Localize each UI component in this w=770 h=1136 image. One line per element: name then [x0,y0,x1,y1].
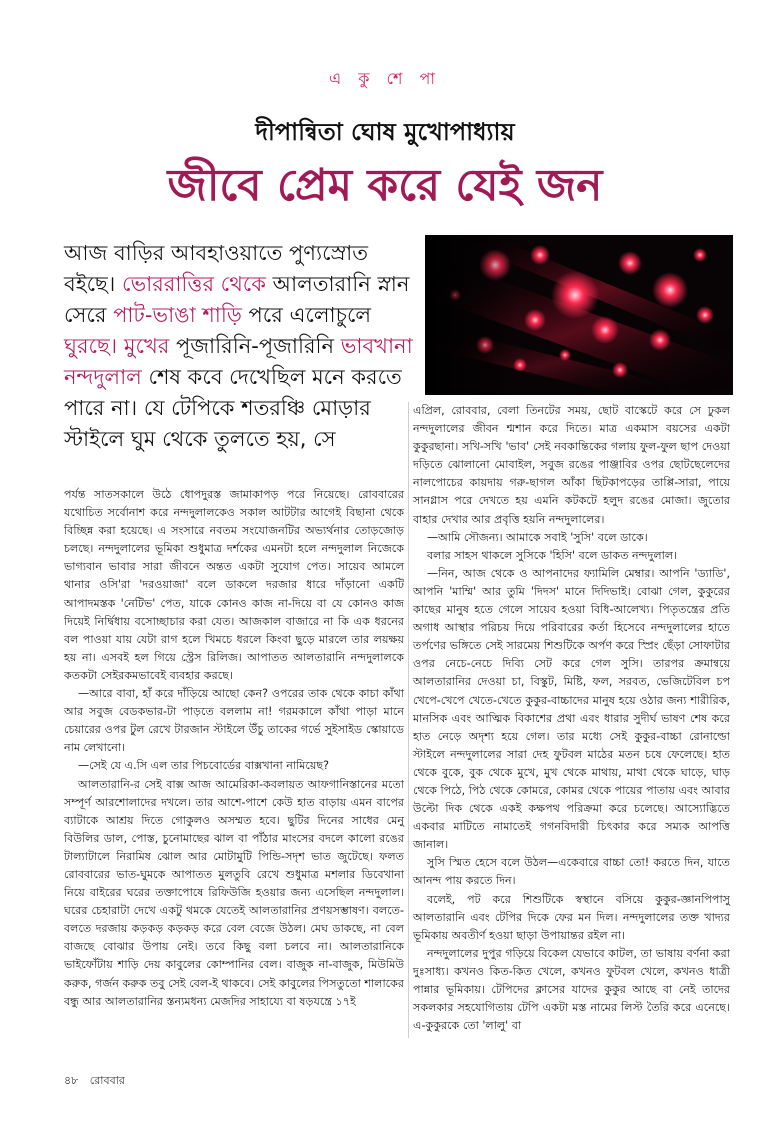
red-lights-image [425,235,733,395]
lead-paragraph [64,238,416,455]
column-divider [408,402,409,1038]
body-paragraph: —সেই যে এ.সি এল তার পিচবোর্ডের বাক্সখানা নামিয়েছ? [78,759,330,773]
page-title: জীবে প্রেম করে যেই জন [167,160,603,211]
lead-text: পূজারিনি-পূজারিনি [169,334,341,358]
body-paragraph: সুসি স্মিত হেসে বলে উঠল—একেবারে বাচ্চা তো! করতে দিন, যাতে আনন্দ পায় করতে দিন। [413,856,730,888]
lead-highlight: ঘুরছে। মুখের [64,334,170,358]
footer-section: রোববার [89,1074,125,1087]
article-illustration [425,235,733,395]
lead-highlight: ভাবখানা নন্দদুলাল [64,334,413,389]
lead-text: পরে এলোচুলে [241,303,372,327]
body-paragraph: —আমি সৌজন্য। আমাকে সবাই 'সুসি' বলে ডাকে। [427,530,648,544]
body-column-left [64,486,404,1011]
body-paragraph: বলেই, পট করে শিশুটিকে স্বস্থানে বসিয়ে কুকুর-জ্ঞানপিপাসু আলতারানি এবং টেপির দিকে ফের মন দিল। নন্দদুলালের তক্ত খাদ্যর ভূমিকায় অবতীর্ণ হওয়া ছাড়া উপায়ান্তর রইল না। [413,892,730,942]
lead-text: আজ বাড়ির আবহাওয়াতে পুণ্যস্রোত বইছে। [64,241,368,296]
page-footer [64,1072,133,1091]
body-paragraph: পর্যন্ত সাতসকালে উঠে ধোপদুরস্ত জামাকাপড় পরে নিয়েছে। রোববারের যথোচিত সর্বোনাশ করে নন্দদুলালকেও সকাল আটটার আগেই বিছানা থেকে বিচ্ছিন্ন করা হয়েছে। এ সংসারে নবতম সংযোজনটির অভ্যর্থনার তোড়জোড় চলছে। নন্দদুলালের ভূমিকা শুধুমাত্র দর্শকের এমনটা হলে নন্দদুলাল নিজেকে ভাগ্যবান ভাবার সারা জীবনে অন্তত একটা সুযোগ পেত। সায়েব আমলে থানার ওসি'রা 'দরওয়াজা' বলে ডাকলে দরজার ধারে দাঁড়ানো একটি আপাদমস্তক 'নেটিভ' পেত, যাকে কোনও কাজ না-দিয়ে বা যে কোনও কাজ দিয়েই নির্দ্বিধায় বসোচ্ছাচার করা যেত। আজকাল বাজারে না কি এক ধরনের বল পাওয়া যায় যেটা রাগ হলে খিমচে ধরলে কিংবা ছুড়ে মারলে তার লয়ক্ষয় হয় না। এসবই হল গিয়ে স্ট্রেস রিলিজ। আপাতত আলতারানি নন্দদুলালকে কতকটা সেইরকমভাবেই ব্যবহার করছে। [64,488,404,682]
lead-highlight: ভোররাত্তির থেকে [121,272,266,296]
author-byline: দীপান্বিতা ঘোষ মুখোপাধ্যায় [255,118,515,146]
body-paragraph: নন্দদুলালের দুপুর গড়িয়ে বিকেল যেভাবে কাটল, তা ভাষায় বর্ণনা করা দুঃসাধ্য। কখনও কিত-কিত খেলে, কখনও ফুটবল খেলে, কখনও ধাত্রী পান্নার ভূমিকায়। টেপিদের ক্লাসের যাদের কুকুর আছে বা নেই তাদের সকলকার সহযোগিতায় টেপি একটা মস্ত নামের লিস্ট তৈরি করে এনেছে। এ-কুকুরকে তো 'লালু' বা [413,946,730,1033]
section-label: এ কু শে পা [328,69,442,88]
body-paragraph: বলার সাহস থাকলে সুসিকে 'হিসি' বলে ডাকত নন্দদুলাল। [427,548,678,562]
body-paragraph: আলতারানি-র সেই বাক্স আজ আমেরিকা-কবলায়ত আফগানিস্তানের মতো সম্পূর্ণ আরশোলাদের দখলে। তার আশে-পাশে কেউ হাত বাড়ায় এমন বাপের ব্যাটাকে আশ্রয় দিতে গোকুলও অসম্মত হবে। ছুটির দিনের সাধের মেনু বিউলির ডাল, পোস্ত, চুনোমাছের ঝাল বা পাঁঠার মাংসের বদলে কালো রঙের টাল্যাটালে নিরামিষ ঝোল আর মোটামুটি পিন্ডি-সদৃশ ভাত জুটেছে। ফলত রোববারের ভাত-ঘুমকে আপাতত মুলতুবি রেখে শুধুমাত্র মশলার ডিবেখানা নিয়ে বাইরের ঘরের তক্তাপোষে রিফিউজি হওয়ার জন্য এসেছিল নন্দদুলাল। ঘরের চেহারাটা দেখে একটু থমকে যেতেই আলতারানির প্রণয়সম্ভাষণ। বলতে-বলতে দরজায় কড়কড় কড়কড় করে বেল বেজে উঠল। মেঘ ডাকছে, না বেল বাজছে বোঝার উপায় নেই। তবে কিছু বলা চলবে না। আলতারানিকে ভাইফোঁটায় শাড়ি দেয় কাবুলের কোম্পানির বেল। বাজুক না-বাজুক, মিউমিউ করুক, গর্জন করুক তবু সেই বেল-ই থাকবে। সেই কাবুলের পিসতুতো শালাকের বন্ধু আর আলতারানির স্তন্যমধন্য মেজদির সাহায্যে বা ষড়যন্ত্রে ১৭ই [64,777,404,1008]
body-column-right [413,402,730,1035]
body-paragraph: —নিন, আজ থেকে ও আপনাদের ফ্যামিলি মেম্বার। আপনি 'ড্যাডি', আপনি 'মাম্মি' আর তুমি 'দিদস' মানে দিদিভাই। বোঝা গেল, কুকুরের কাছের মানুষ হতে গেলে সায়েব হওয়া বিধি-আলেখ্য। পিতৃতন্ত্রের প্রতি অগাধ আস্থার পরিচয় দিয়ে পরিবারের কর্তা হিসেবে নন্দদুলালের হাতে তর্পণের ভঙ্গিতে সেই সারমেয় শিশুটিকে অর্পণ করে স্প্রিং ছেঁড়া সোফাটার ওপর নেচে-নেচে দিব্যি সেট করে গেল সুসি। তারপর ক্রমান্বয়ে আলতারানির দেওয়া চা, বিস্কুট, মিষ্টি, ফল, সরবত, ভেজিটেবিল চপ খেপে-খেপে খেতে-খেতে কুকুর-বাচ্চাদের মানুষ হয়ে ওঠার জন্য শারীরিক, মানসিক এবং আত্মিক বিকাশের প্রথা এবং ধারার সুদীর্ঘ ভাষণ শেষ করে হাত নেড়ে অদৃশ্য হয়ে গেল। তার মধ্যে সেই কুকুর-বাচ্চা রোনাল্ডো স্টাইলে নন্দদুলালের সারা দেহ ফুটবল মাঠের মতন চষে ফেলেছে। হাত থেকে বুকে, বুক থেকে মুখে, মুখ থেকে মাথায়, মাথা থেকে ঘাড়ে, ঘাড় থেকে পিঠে, পিঠ থেকে কোমরে, কোমর থেকে পায়ের পাতায় এবং আবার উল্টো দিক থেকে একই কক্ষপথ পরিক্রমা করে চলেছে। আস্যোদ্ভিতে একবার মাটিতে নামাতেই গগনবিদারী চিৎকার করে সম্যক আপত্তি জানাল। [413,566,730,852]
body-paragraph: —আরে বাবা, হাঁ করে দাঁড়িয়ে আছো কেন? ওপরের তাক থেকে কাচা কাঁথা আর সবুজ বেডকভার-টা পাড়তে বললাম না! গরমকালে কাঁথা পাড়া মানে চেয়ারের ওপর টুল রেখে টারজান স্টাইলে উঁচু তাকের গর্ভে সুইসাইড স্কোয়াডে নাম লেখানো। [64,687,404,755]
lead-highlight: পাট-ভাঙা শাড়ি [113,303,242,327]
lead-text: শেষ কবে দেখেছিল মনে করতে পারে না। যে টেপিকে শতরঞ্চি মোড়ার স্টাইলে ঘুম থেকে তুলতে হয়, সে [64,365,402,451]
page-number: ৪৮ [64,1074,79,1087]
lead-text: আলতারানি স্নান সেরে [64,272,410,327]
body-paragraph: এপ্রিল, রোববার, বেলা তিনটের সময়, ছোট বাস্কেটে করে সে ঢুকল নন্দদুলালের জীবন শ্মশান করে দিতে। মাত্র একমাস বয়সের একটা কুকুরছানা। সখি-সখি 'ভাব' সেই নবকান্তিকের গলায় ফুল-ফুল ছাপ দেওয়া দড়িতে ঝোলানো মোবাইল, সবুজ রঙের পাঞ্জাবির ওপর ছোটছেলেদের নালপোচের কায়দায় গরু-ছাগল আঁকা ছিটকাপড়ের তাপ্পি-সারা, পায়ে সানগ্লাস পরে দেখতে হয় এমনি কটকটে হলুদ রঙের মোজা। জুতোর বাহার দেখার আর প্রবৃত্তি হয়নি নন্দদুলালের। [413,404,730,526]
